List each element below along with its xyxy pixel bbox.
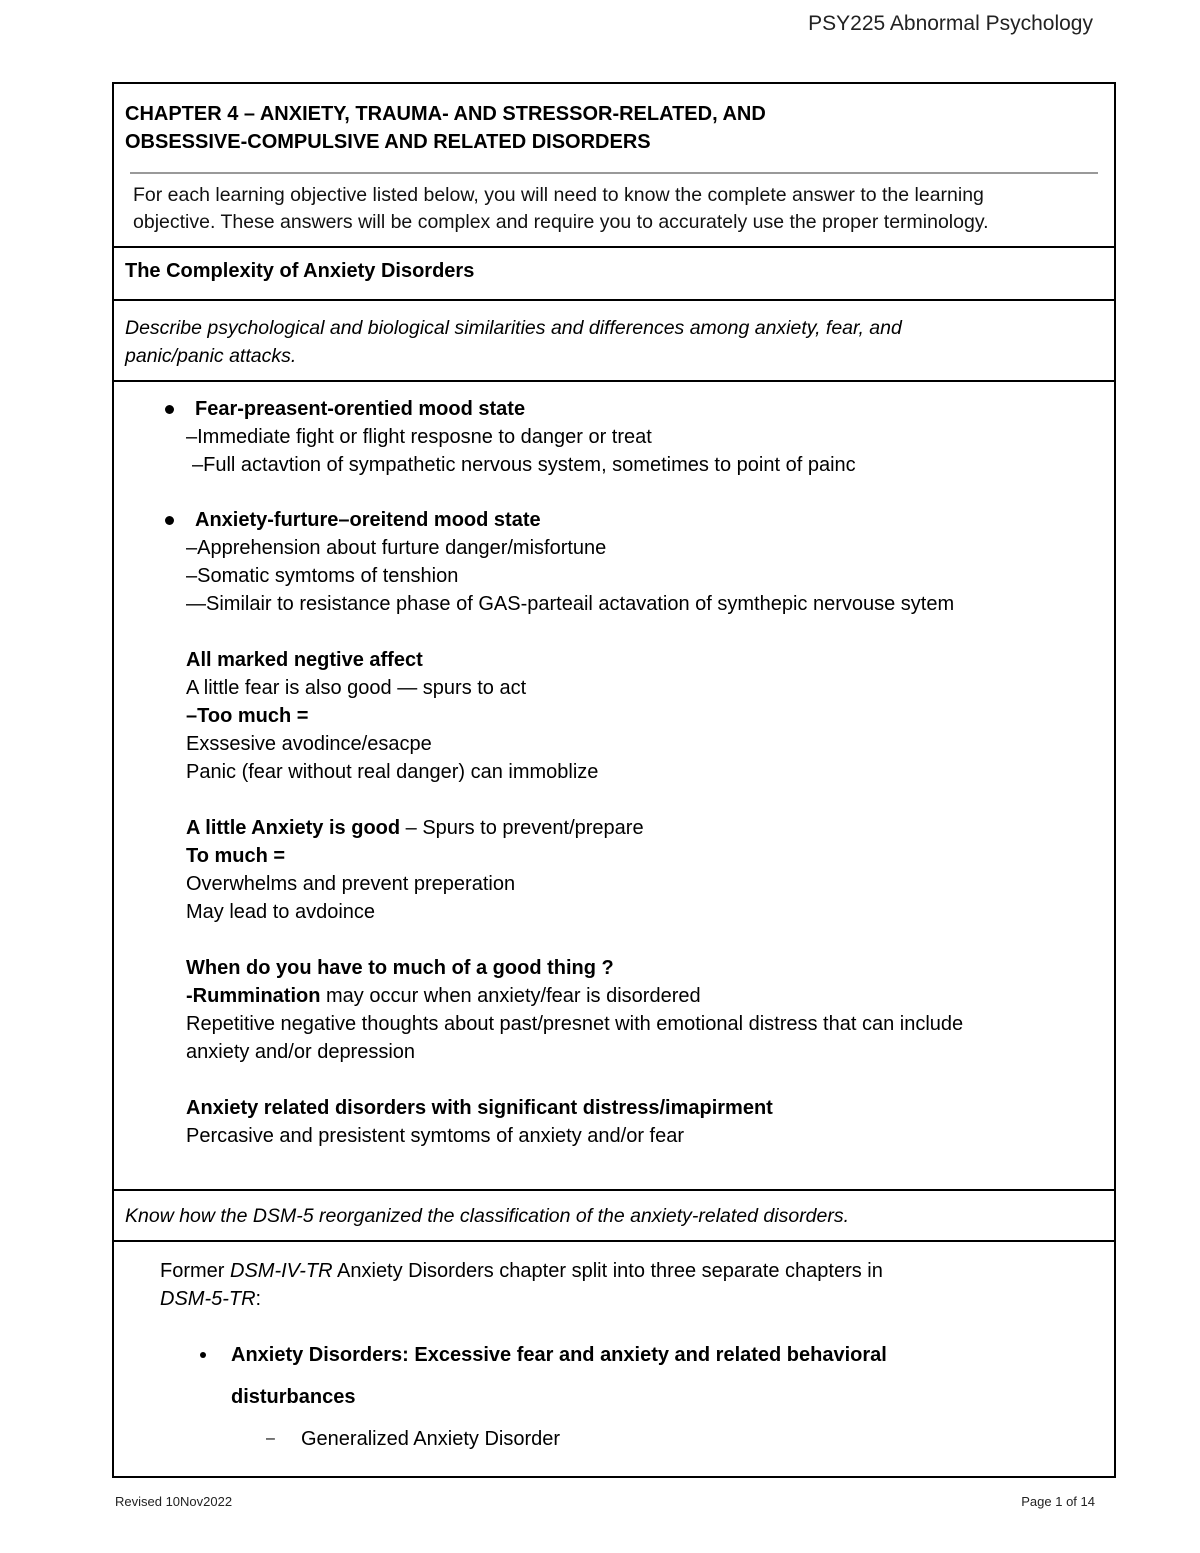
page-number: Page 1 of 14 — [1021, 1494, 1095, 1509]
dash-marker: – — [266, 1430, 275, 1447]
anxiety-disorders-bullet-line-2: disturbances — [231, 1386, 356, 1408]
anxiety-good-line — [186, 814, 644, 842]
anxiety-heading: Anxiety-furture–oreitend mood state — [195, 509, 541, 531]
anxiety-disorders-bullet-line-1: Anxiety Disorders: Excessive fear and anxiety and related behavioral — [231, 1344, 887, 1366]
divider — [130, 172, 1098, 174]
answer-notes-section — [114, 382, 1114, 1191]
anxiety-good-heading: A little Anxiety is good — [186, 817, 401, 839]
chapter-title-line1: CHAPTER 4 – ANXIETY, TRAUMA- AND STRESSOR-RELATED, AND — [125, 103, 766, 125]
dsm-split-line-1 — [160, 1257, 883, 1285]
objective-1-line1: Describe psychological and biological similarities and differences among anxiety, fear, and — [125, 317, 902, 339]
chapter-title-line2: OBSESSIVE-COMPULSIVE AND RELATED DISORDERS — [125, 131, 651, 153]
too-much-line-3: anxiety and/or depression — [186, 1041, 416, 1063]
dsm-split-line-2 — [160, 1285, 261, 1313]
former-text: Former — [160, 1260, 230, 1282]
negative-affect-heading: All marked negtive affect — [186, 649, 423, 671]
bullet-icon — [165, 516, 174, 525]
too-much-line-2: Repetitive negative thoughts about past/presnet with emotional distress that can include — [186, 1013, 964, 1035]
objective-row-1 — [114, 301, 1114, 382]
learning-objective-2: Know how the DSM-5 reorganized the classification of the anxiety-related disorders. — [125, 1205, 850, 1227]
anxiety-line-1: –Apprehension about furture danger/misfortune — [186, 537, 607, 559]
dsm-5-tr-term: DSM-5-TR — [160, 1288, 256, 1310]
dsm-iv-tr-term: DSM-IV-TR — [230, 1260, 333, 1282]
bullet-icon — [200, 1352, 206, 1358]
anxiety-line-3: —Similair to resistance phase of GAS-parteail actavation of symthepic nervouse sytem — [186, 593, 955, 615]
fear-heading: Fear-preasent-orentied mood state — [195, 398, 526, 420]
colon-text: : — [255, 1288, 262, 1310]
objective-row-2 — [114, 1191, 1114, 1242]
negative-affect-line-4: Panic (fear without real danger) can immoblize — [186, 761, 599, 783]
too-much-heading: When do you have to much of a good thing ? — [186, 957, 614, 979]
learning-objective-1 — [125, 314, 1084, 370]
negative-affect-line-3: Exssesive avodince/esacpe — [186, 733, 432, 755]
dsm-answer-section — [114, 1242, 1114, 1478]
intro-line2: objective. These answers will be complex and require you to accurately use the proper terminology. — [133, 211, 989, 233]
chapter-title — [125, 100, 766, 156]
chapter-title-section — [114, 84, 1114, 248]
anxiety-line-2: –Somatic symtoms of tenshion — [186, 565, 459, 587]
too-much-line-1 — [186, 982, 701, 1010]
negative-affect-line-1: A little fear is also good — spurs to act — [186, 677, 527, 699]
rummination-term: -Rummination — [186, 985, 321, 1007]
negative-affect-line-2: –Too much = — [186, 705, 309, 727]
chapter-outline-table — [112, 82, 1116, 1478]
anxiety-good-line-1: To much = — [186, 845, 286, 867]
split-text: Anxiety Disorders chapter split into three separate chapters in — [332, 1260, 883, 1282]
anxiety-good-line-3: May lead to avdoince — [186, 901, 376, 923]
generalized-anxiety-disorder-item: Generalized Anxiety Disorder — [301, 1428, 561, 1450]
objective-1-line2: panic/panic attacks. — [125, 345, 297, 367]
revision-date: Revised 10Nov2022 — [115, 1494, 233, 1509]
section-heading: The Complexity of Anxiety Disorders — [125, 260, 475, 282]
fear-line-1: –Immediate fight or flight resposne to danger or treat — [186, 426, 652, 448]
bullet-icon — [165, 405, 174, 414]
anxiety-good-tail: – Spurs to prevent/prepare — [400, 817, 644, 839]
anxiety-good-line-2: Overwhelms and prevent preperation — [186, 873, 516, 895]
course-header: PSY225 Abnormal Psychology — [808, 12, 1093, 35]
disorders-line-1: Percasive and presistent symtoms of anxiety and/or fear — [186, 1125, 685, 1147]
section-heading-row — [114, 248, 1114, 301]
disorders-heading: Anxiety related disorders with significant distress/imapirment — [186, 1097, 773, 1119]
rummination-tail: may occur when anxiety/fear is disordered — [320, 985, 701, 1007]
intro-line1: For each learning objective listed below, you will need to know the complete answer to the learning — [133, 184, 984, 206]
fear-line-2: –Full actavtion of sympathetic nervous system, sometimes to point of painc — [192, 454, 856, 476]
intro-text — [133, 182, 1100, 236]
